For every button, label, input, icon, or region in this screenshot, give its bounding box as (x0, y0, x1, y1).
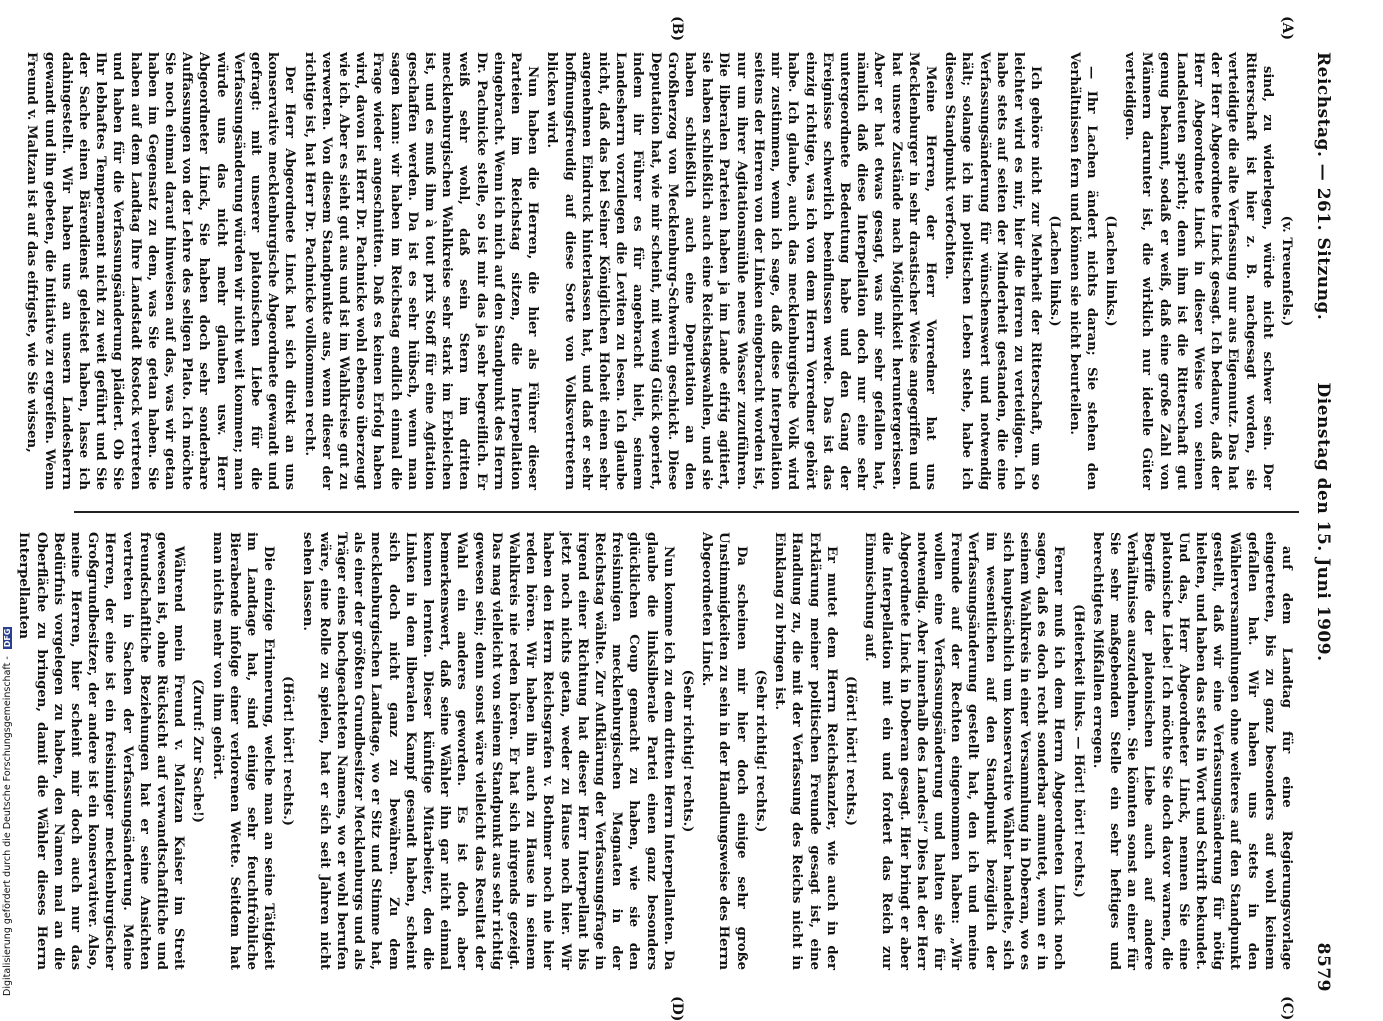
interjection: (Lachen links.) (1047, 215, 1063, 327)
paragraph: Ferner muß ich dem Herrn Abgeordneten Linck noch sagen, daß es doch recht sonderbar anmutet, wenn er in seinem Wahlkreis in einer Versammlung in Doberan, wo es sich hauptsächlich um konservative Wähler handelte, sich im wesentlichen auf den Standpunkt bezüglich der Verfassungsänderung gestellt hat, den ich und meine Freunde auf der Rechten eingenommen haben: „Wir wollen eine Verfassungsänderung und halten sie für notwendig. Aber innerhalb des Landes!“ Dies hat der Herr Abgeordnete Linck in Doberan gesagt. Hier bringt er aber die Interpellation mit ein und fordert das Reich zur Einmischung auf. (862, 532, 1067, 970)
interjection: (Zuruf: Zur Sache!) (190, 679, 206, 823)
paragraph: Meine Herren, der Herr Vorredner hat uns Mecklenburger in sehr drastischer Weise angegriffen und hat unsere Zustände nach Möglichkeit heruntergerissen. Aber er hat etwas gesagt, was mir sehr gefallen hat, nämlich daß diese Interpellation doch nur eine sehr untergeordnete Bedeutung habe und den Gang der Ereignisse schwerlich beeinflussen werde. Das ist das einzig richtige, was ich von dem Herrn Vorredner gehört habe. Ich glaube, auch das mecklenburgische Volk wird mir zustimmen, wenn ich sage, daß diese Interpellation seitens der Herren von der Linken eingebracht worden ist, nur um ihrer Agitationsmühle neues Wasser zuzuführen. Die liberalen Parteien haben ja im Lande eifrig agitiert, sie haben schließlich auch eine Reichstagswahlen, und sie haben schließlich auch eine Deputation an den Großherzog von Mecklenburg-Schwerin geschickt. Diese Deputation hat, wie mir scheint, mit wenig Glück operiert, indem ihr Führer es für angebracht hielt, seinem Landesherrn vorzulegen die Leviten zu lesen. Ich glaube nicht, daß das bei Seiner Königlichen Hoheit einen sehr angenehmen Eindruck hinterlassen hat, und daß er sehr hoffnungsfreudig auf diese Sorte von Volksvertretern blicken wird. (544, 52, 938, 490)
paragraph: Nun komme ich zu dem dritten Herrn Interpellanten. Da glaube die linksliberale Partei einen ganz besonders glücklichen Coup gemacht zu haben, wie sie den freisinnigen mecklenburgischen Magnaten in der Reichstag wählte. Zur Aufklärung der Verfassungsfrage in irgend einer Richtung hat dieser Herr Interpellant bis jetzt noch nichts getan, weder zu Hause noch hier. Wir haben den Herrn Reichsgrafen v. Bothmer noch nie hier reden hören. Wir haben ihn auch zu Hause in seinem Wahlkreis nie reden hören. Er hat sich nirgends gezeigt. Das mag vielleicht von seinem Standpunkt aus sehr richtig gewesen sein; denn sonst wäre vielleicht das Resultat der Wahl ein anderes geworden. Es ist doch aber bemerkenswert, daß seine Wähler ihn gar nicht einmal kennen lernten. Dieser künftige Mitarbeiter, den die Linken in dem liberalen Kampf gesandt haben, scheint sich doch nicht ganz zu bewähren. Zu dem mecklenburgischen Landtage, wo er Sitz und Stimme hat, als einer der größten Grundbesitzer Mecklenburgs und als Träger eines hochgeachteten Namens, wo er wohl berufen wäre, eine Rolle zu spielen, hat er sich seit Jahren nicht sehen lassen. (299, 532, 676, 970)
interjection: (Heiterkeit links. — Hört! hört! rechts.) (1070, 604, 1086, 898)
interjection: (Sehr richtig! rechts.) (680, 669, 696, 833)
credit-text: Digitalisierung gefördert durch die Deutsche Forschungsgemeinschaft - (2, 656, 13, 996)
margin-mark-d: (D) (669, 996, 685, 1021)
margin-mark-c: (C) (1279, 996, 1295, 1021)
rotated-document-page (16, 16, 1335, 1021)
paragraph: Er mutet dem Herrn Reichskanzler, wie auch in der Erklärung meiner politischen Freunde gesagt ist, eine Handlung zu, die mit der Verfassung des Reichs nicht in Einklang zu bringen ist. (772, 532, 839, 970)
interjection: (Lachen links.) (1102, 215, 1118, 327)
margin-mark-b: (B) (669, 16, 685, 42)
paragraph: Ich gehöre nicht zur Mehrheit der Ritterschaft, um so leichter wird es mir, hier die Herren zu verteidigen. Ich habe stets auf seiten der Minderheit gestanden, die eine Verfassungsänderung für wünschenswert und notwendig hält; solange ich im politischen Leben stehe, habe ich diesen Standpunkt verfochten. (942, 52, 1044, 490)
header-center: Dienstag den 15. Juni 1909. (1313, 382, 1333, 662)
digitization-credit (2, 627, 13, 996)
paragraph: Da scheinen mir hier doch einige sehr große Unstimmigkeiten zu sein in der Handlungsweise des Herrn Abgeordneten Linck. (699, 532, 749, 970)
column-divider (74, 511, 1299, 513)
margin-mark-a: (A) (1279, 16, 1295, 41)
paragraph: Nun haben die Herren, die hier als Führer dieser Parteien im Reichstag sitzen, die Interpellation eingebracht. Wenn ich mich auf den Standpunkt des Herrn Dr. Pachnicke stelle, so ist mir das ja sehr begreiflich. Er weiß sehr wohl, daß sein Stern im dritten mecklenburgischen Wahlkreise sehr stark im Erbleichen ist, und es muß ihm à tout prix Stoff für eine Agitation geschaffen werden. Da ist es sehr hübsch, wenn man sagen kann: wir haben im Reichstag endlich einmal die Frage wieder angeschnitten. Daß es keinen Erfolg haben wird, davon ist Herr Dr. Pachnicke wohl ebenso überzeugt wie ich. Aber es sieht gut aus und ist im Wahlkreise gut zu verwerten. Von diesem Standpunkte aus, wenn dieser der richtige ist, hat Herr Dr. Pachnicke vollkommen recht. (301, 52, 541, 490)
paragraph: Die einzige Erinnerung, welche man an seine Tätigkeit im Landtage hat, sind einige sehr feuchtfröhliche Bierabende infolge einer verlorenen Wette. Seitdem hat man nichts mehr von ihm gehört. (209, 532, 277, 970)
left-column (24, 52, 1295, 490)
page-number: 8579 (1313, 942, 1333, 992)
paragraph: auf dem Landtag für eine Regierungsvorlage eingetreten, bis zu ganz besonders auf wohl keinem gefallen hat. Wir haben uns stets in den Wählerversammlungen ohne weiteres auf den Standpunkt gestellt, daß wir eine Verfassungsänderung für nötig hielten, und haben das stets in Wort und Schrift bekundet. Und das, Herr Abgeordneter Linck, nennen Sie eine platonische Liebe! Ich möchte Sie doch davor warnen, die Begriffe der platonischen Liebe auch auf andere Verhältnisse auszudehnen. Sie könnten sonst an einer für Sie sehr maßgebenden Stelle ein sehr heftiges und berechtigtes Mißfallen erregen. (1089, 532, 1294, 970)
page-header (1307, 52, 1335, 992)
paragraph: sind, zu widerlegen, würde nicht schwer sein. Der Ritterschaft ist hier z. B. nachgesagt worden, sie verteidigte die alte Verfassung nur aus Eigennutz. Das hat der Herr Abgeordnete Linck gesagt. Ich bedaure, daß der Herr Abgeordnete Linck in dieser Weise von seinen Landsleuten spricht; denn ihm ist die Ritterschaft gut genug bekannt, sodaß er weiß, daß eine große Zahl von Männern darunter ist, die wirklich nur ideelle Güter verteidigen. (1122, 52, 1275, 490)
paragraph: Während mein Freund v. Maltzan Kaiser im Streit gewesen ist, ohne Rücksicht auf verwandtschaftliche und freundschaftliche Beziehungen hat er seine Ansichten vertreten in Sachen der Verfassungsänderung. Meine Herren, der eine ist ein freisinniger mecklenburgischer Großgrundbesitzer, der andere ist ein konservativer. Also, meine Herren, hier scheint mir doch auch nur das Bedürfnis vorgelegen zu haben, den Namen mal an die Oberfläche zu bringen, damit die Wähler dieses Herrn Interpellanten (16, 532, 187, 970)
interjection: (Hört! hört! rechts.) (280, 675, 296, 827)
right-column (16, 532, 1295, 970)
interjection: (Sehr richtig! rechts.) (752, 669, 768, 833)
header-left: Reichstag. — 261. Sitzung. (1313, 52, 1333, 321)
paragraph: — Ihr Lachen ändert nichts daran; Sie stehen den Verhältnissen fern und können sie nicht beurteilen. (1066, 52, 1099, 490)
interjection: (Hört! hört! rechts.) (842, 675, 858, 827)
speaker-label: (v. Treuenfels.) (1279, 215, 1294, 327)
paragraph: Der Herr Abgeordnete Linck hat sich direkt an uns konservative mecklenburgische Abgeordnete gewandt und gefragt: mit unserer platonischen Liebe für die Verfassungsänderung würden wir nicht weit kommen; man würde uns das nicht mehr glauben usw. Herr Abgeordneter Linck, Sie haben doch sehr sonderbare Auffassungen von der Lehre des seligen Plato. Ich möchte Sie noch einmal darauf hinweisen auf das, was wir getan haben im Gegensatz zu dem, was Sie getan haben. Sie haben auf dem Landtag Ihre Landstadt Rostock vertreten und haben für die Verfassungsänderung plädiert. Ob Sie Ihr lebhaftes Temperament nicht zu weit geführt und Sie der Sache einen Bärendienst geleistet haben, lasse ich dahingestellt. Wir haben uns an unsern Landesherrn gewandt und ihn gebeten, die Initiative zu ergreifen. Wenn Freund v. Maltzan ist auf das eifrigste, wie Sie wissen, (24, 52, 298, 490)
dfg-logo: DFG (3, 628, 12, 648)
